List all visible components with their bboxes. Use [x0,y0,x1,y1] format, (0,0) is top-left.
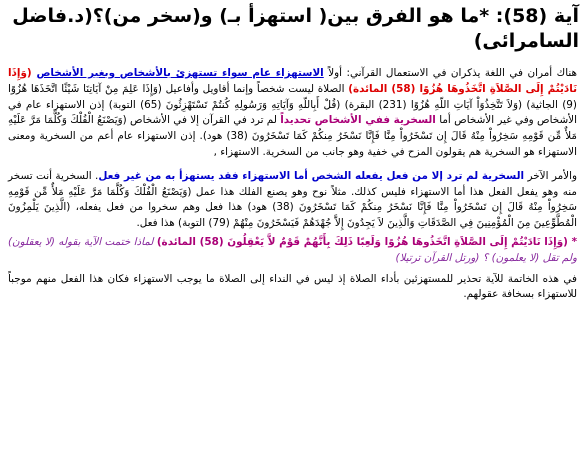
text-run: . السخرية أنت تسخر منه وهو يفعل الفعل هذا أما الاستهزاء فليس كذلك. مثلاً نوح وهو يصنع الفلك هذا عمل (وَيَصْنَعُ الْفُلْكَ وَكُلَّمَا مَرَّ عَلَيْهِ مَلأٌ مِّن قَوْمِهِ سَخِرُواْ مِنْهُ قَالَ إِن تَسْخَرُواْ مِنَّا فَإِنَّا نَسْخَرُ مِنكُمْ كَمَا تَسْخَرُونَ (38) هود) هذا فعل وهم سخروا من فعل يفعله، (الَّذِينَ يَلْمِزُونَ الْمُطَّوِّعِينَ مِنَ الْمُؤْمِنِينَ فِي الصَّدَقَاتِ وَالَّذِينَ لاَ يَجِدُونَ إِلاَّ جُهْدَهُمْ فَيَسْخَرُونَ مِنْهُمْ (79) التوبة) هذا فعل. [8,169,577,230]
text-run: الصلاة ليست شخصاً وإنما أقاويل وأفاعيل (وَإِذَا عَلِمَ مِنْ آيَاتِنَا شَيْئًا اتَّخَذَهَا هُزُوًا (9) الجاثية) (وَلاَ تَتَّخِذُوَاْ آيَاتِ اللّهِ هُزُوًا (231) البقرة) (قُلْ أَبِاللّهِ وَآيَاتِهِ وَرَسُولِهِ كُنتُمْ تَسْتَهْزِئُونَ (65) التوبة) إذن الاستهزاء عام في الأشخاص وفي غير الأشخاص أما [8,82,577,127]
paragraph-answer [8,272,577,304]
document-body [8,66,577,303]
page-title: آية (58): *ما هو الفرق بين( استهزأ بـ) و(سخر من)؟(د.فاضل السامرائى) [12,5,579,52]
text-run: والأمر الآخر [524,169,577,182]
text-run: لم ترد في القرآن إلا في الأشخاص (وَيَصْنَعُ الْفُلْكَ وَكُلَّمَا مَرَّ عَلَيْهِ مَلأٌ مِّن قَوْمِهِ سَخِرُواْ مِنْهُ قَالَ إِن تَسْخَرُواْ مِنَّا فَإِنَّا نَسْخَرُ مِنكُمْ كَمَا تَسْخَرُونَ (38) هود). إذن الاستهزاء عام أعم من السخرية ومعنى الاستهزاء هو السخرية هم يقولون المزح في خفية وهو جانب من السخرية. الاستهزاء , [8,114,578,158]
bullet-asterisk: * [567,235,578,248]
highlight-sukhriya-action: السخرية لم ترد إلا من فعل يفعله الشخص أما الاستهزاء فقد يستهزأ به من غير فعل [98,169,525,182]
paragraph-general-vs-specific [8,66,577,161]
paragraph-question [8,235,577,267]
paragraph-action-vs-no-action [8,169,577,232]
text-run: هناك أمران في اللغة يذكران في الاستعمال القرآني: أولاً [323,67,577,79]
highlight-sukhriya-people: السخرية ففي الأشخاص تحديداً [280,114,436,127]
text-run: في هذه الخاتمة للآية تحذير للمستهزئين بأداء الصلاة إذ ليس في النداء إلى الصلاة ما يوجب الاستهزاء فكان هذا الفعل منهم موجباً للاستهزاء بسخافة عقولهم. [8,272,577,301]
highlight-istihza-general: الاستهزاء عام سواء تستهزئ بالأشخاص وبغير الأشخاص [36,67,324,79]
verse-maidah-58-full: (وَإِذَا نَادَيْتُمْ إِلَى الصَّلاَةِ اتَّخَذُوهَا هُزُوًا وَلَعِبًا ذَلِكَ بِأَنَّهُمْ قَوْمٌ لاَّ يَعْقِلُونَ (58) المائدة) [156,235,568,248]
verse-maidah-58: (وَإِذَا نَادَيْتُمْ إِلَى الصَّلاَةِ اتَّخَذُوهَا هُزُوًا (58) المائدة) [8,67,578,95]
question-text: لماذا ختمت الآية بقوله (لا يعقلون) ولم تقل (لا يعلمون) ؟ (ورتل القرآن ترتيلا) [8,235,577,264]
